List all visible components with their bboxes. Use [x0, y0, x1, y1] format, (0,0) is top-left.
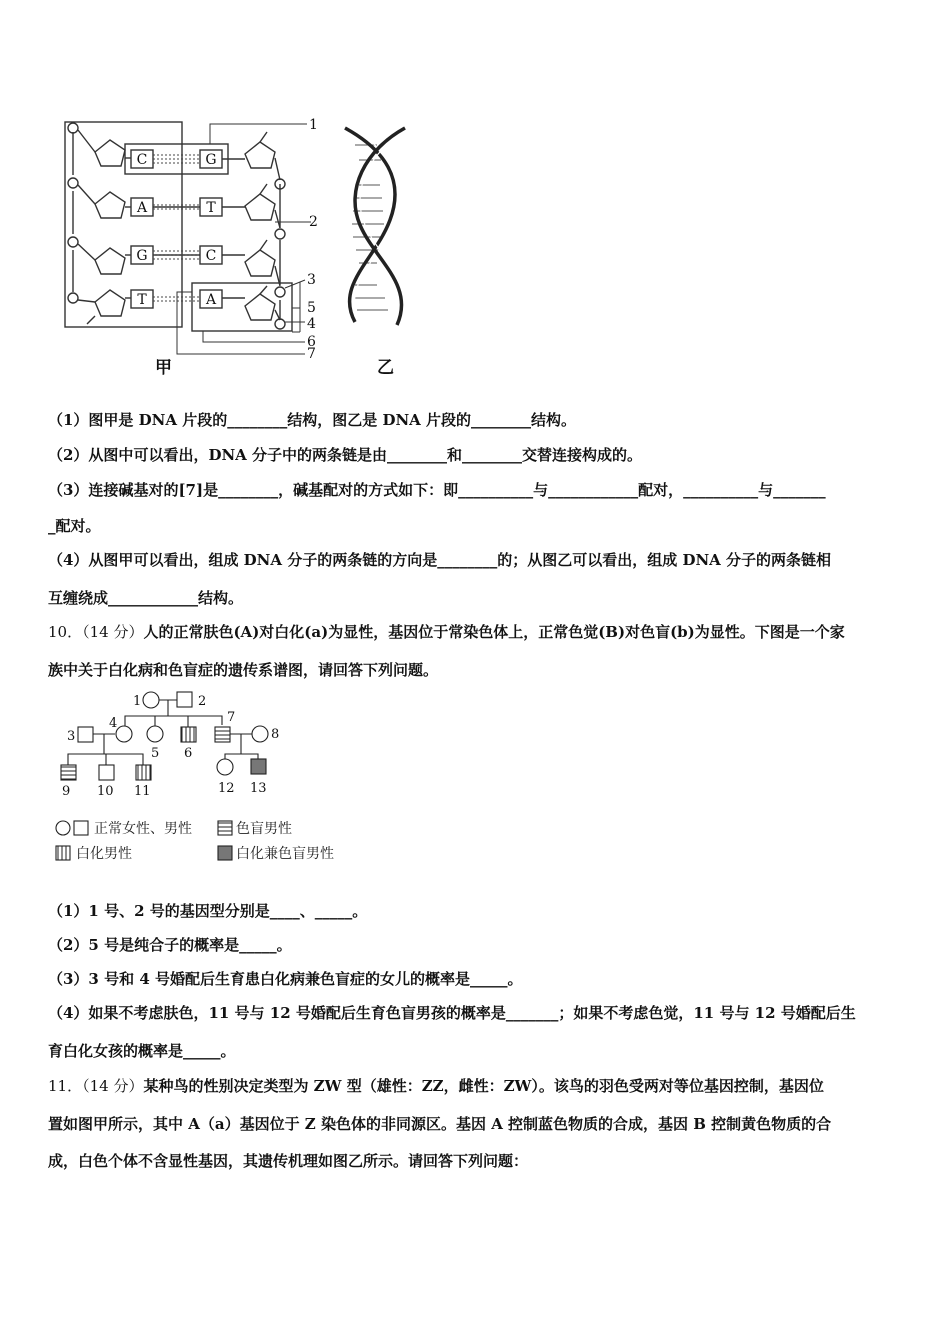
double-helix: [345, 128, 410, 325]
q10-number: 10．（14 分）: [48, 623, 144, 641]
legend-albino-label: 白化男性: [76, 846, 132, 862]
pedigree-label: 11: [134, 784, 151, 799]
q10-line-2: 族中关于白化病和色盲症的遗传系谱图，请回答下列问题。: [48, 661, 439, 679]
callout-number: 3: [307, 272, 316, 288]
q9-line-3: （3）连接碱基对的[7]是________，碱基配对的方式如下：即__________与____________配对，__________与_______: [48, 481, 826, 499]
pedigree-chart: [48, 685, 358, 870]
q10-sub-1: （1）1 号、2 号的基因型分别是____、_____。: [48, 902, 368, 920]
q9-line-1: （1）图甲是 DNA 片段的________结构，图乙是 DNA 片段的________结构。: [48, 411, 577, 429]
base-letter: C: [205, 248, 217, 264]
legend-female-symbol: [56, 821, 70, 835]
pedigree-label: 7: [227, 710, 236, 725]
base-letter: A: [205, 292, 217, 308]
dna-structure-figure: [55, 110, 435, 380]
base-letter: G: [136, 248, 148, 264]
caption-jia: 甲: [155, 358, 172, 378]
pedigree-female-8: [252, 726, 268, 742]
q11-number: 11．（14 分）: [48, 1077, 144, 1095]
pedigree-male-10: [99, 765, 114, 780]
legend-albino-symbol: [56, 846, 70, 860]
hydrogen-bonds: [153, 155, 200, 301]
pedigree-label: 4: [109, 716, 118, 731]
q11-line-3: 成，白色个体不含显性基因，其遗传机理如图乙所示。请回答下列问题：: [48, 1152, 529, 1170]
right-nucleotide-1: [245, 132, 285, 189]
right-nucleotide-4: [245, 286, 285, 329]
callout-number: 4: [307, 316, 316, 332]
pedigree-label: 5: [151, 746, 160, 761]
base-letter: T: [206, 200, 216, 216]
q9-line-5: （4）从图甲可以看出，组成 DNA 分子的两条链的方向是________的；从图乙可以看出，组成 DNA 分子的两条链相: [48, 551, 832, 569]
pedigree-female-5: [147, 726, 163, 742]
left-nucleotide-4: [68, 290, 131, 324]
q10-line-1: [48, 622, 908, 642]
q10-sub-4: （4）如果不考虑肤色，11 号与 12 号婚配后生育色盲男孩的概率是_______；如果不考虑色觉，11 号与 12 号婚配后生: [48, 1004, 856, 1022]
q10-sub-3: （3）3 号和 4 号婚配后生育患白化病兼色盲症的女儿的概率是_____。: [48, 970, 523, 988]
pedigree-colorblind-male-9: [61, 765, 76, 780]
pedigree-both-male-13: [251, 759, 266, 774]
pedigree-label: 2: [198, 694, 207, 709]
left-strand-frame: [65, 122, 182, 327]
q9-line-4: _配对。: [48, 517, 101, 535]
q10-sub-5: 育白化女孩的概率是_____。: [48, 1042, 236, 1060]
q10-sub-2: （2）5 号是纯合子的概率是_____。: [48, 936, 292, 954]
caption-yi: 乙: [377, 358, 394, 378]
callout-number: 2: [309, 214, 318, 230]
legend-both-symbol: [218, 846, 232, 860]
callout-number: 7: [307, 346, 316, 362]
legend-both-label: 白化兼色盲男性: [236, 846, 334, 862]
legend-colorblind-label: 色盲男性: [236, 821, 292, 837]
pedigree-label: 8: [271, 727, 280, 742]
pedigree-female-4: [116, 726, 132, 742]
pedigree-label: 9: [62, 784, 71, 799]
pedigree-female-1: [143, 692, 159, 708]
pedigree-male-2: [177, 692, 192, 707]
pedigree-label: 12: [218, 781, 235, 796]
legend-normal-label: 正常女性、男性: [94, 821, 192, 837]
pedigree-male-3: [78, 727, 93, 742]
pedigree-label: 10: [97, 784, 114, 799]
pedigree-colorblind-male-7: [215, 727, 230, 742]
q11-line-1: [48, 1076, 908, 1096]
legend-male-symbol: [74, 821, 88, 835]
q9-line-6: 互缠绕成____________结构。: [48, 589, 244, 607]
q10-text-1: 人的正常肤色(A)对白化(a)为显性，基因位于常染色体上，正常色觉(B)对色盲(b)为显性。下图是一个家: [143, 623, 845, 641]
legend-colorblind-symbol: [218, 821, 232, 835]
callout-number: 5: [307, 300, 316, 316]
q11-line-2: 置如图甲所示，其中 A（a）基因位于 Z 染色体的非同源区。基因 A 控制蓝色物质的合成，基因 B 控制黄色物质的合: [48, 1115, 832, 1133]
pedigree-label: 13: [250, 781, 267, 796]
callout-number: 6: [307, 334, 316, 350]
left-nucleotide-3: [68, 237, 131, 274]
pedigree-female-12: [217, 759, 233, 775]
pedigree-albino-male-11: [136, 765, 151, 780]
pedigree-albino-male-6: [181, 727, 196, 742]
pedigree-label: 6: [184, 746, 193, 761]
left-nucleotide-1: [68, 123, 131, 166]
callout-number: 1: [309, 117, 318, 133]
pedigree-label: 1: [133, 694, 142, 709]
base-letter: T: [137, 292, 147, 308]
base-letter: C: [136, 152, 148, 168]
base-letter: A: [136, 200, 148, 216]
q9-line-2: （2）从图中可以看出，DNA 分子中的两条链是由________和________交替连接构成的。: [48, 446, 643, 464]
right-nucleotide-2: [245, 184, 285, 239]
pedigree-label: 3: [67, 729, 76, 744]
left-nucleotide-2: [68, 178, 131, 218]
q11-text-1: 某种鸟的性别决定类型为 ZW 型（雄性：ZZ，雌性：ZW）。该鸟的羽色受两对等位基因控制，基因位: [143, 1077, 824, 1095]
base-letter: G: [205, 152, 217, 168]
